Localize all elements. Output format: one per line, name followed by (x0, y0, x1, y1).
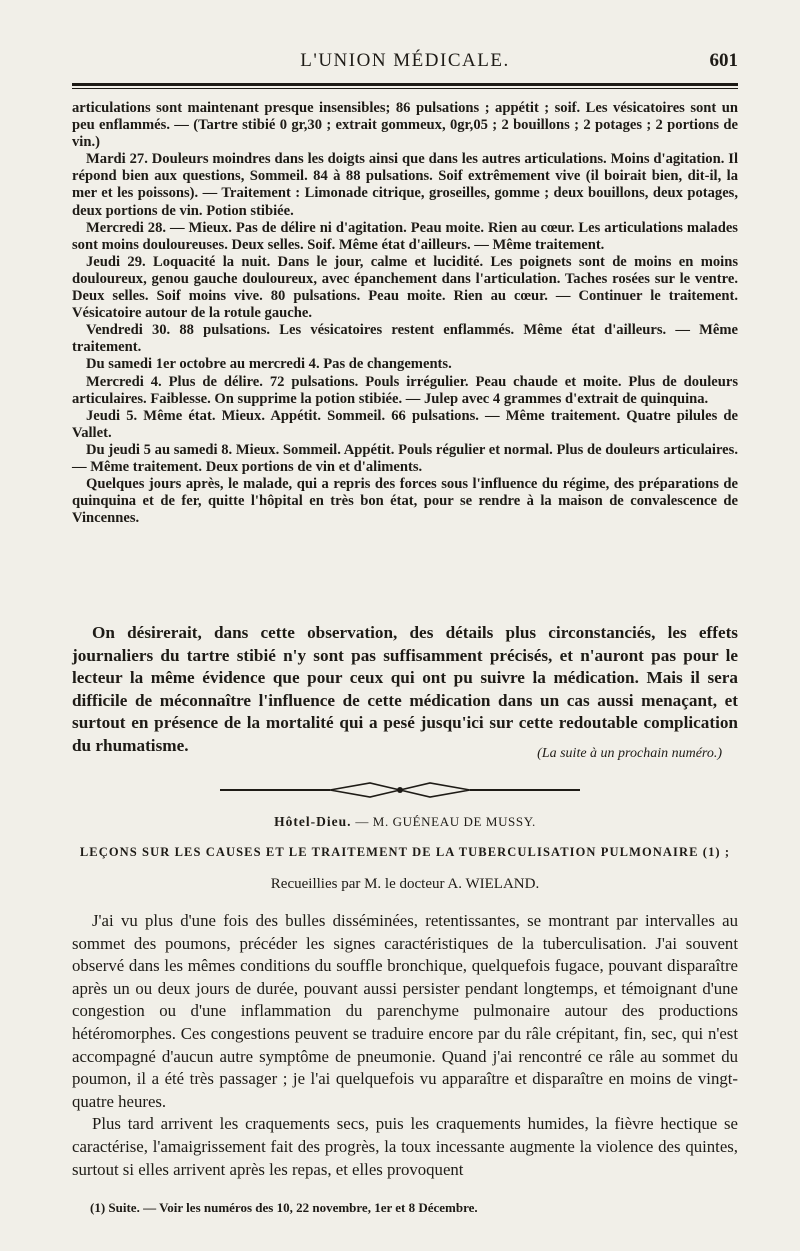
lecture-paragraph: J'ai vu plus d'une fois des bulles disséminées, retentissantes, se montrant par intervalles au sommet des poumons, précéder les signes caractéristiques de la tuberculisation. J'ai souvent observé dans les mêmes conditions du souffle bronchique, quelquefois fugace, pouvant disparaître après un ou deux jours de durée, pouvant aussi persister pendant longtemps, et témoignant d'une congestion ou d'une inflammation du parenchyme pulmonaire autour des productions hétéromorphes. Ces congestions peuvent se traduire encore par du râle crépitant, fin, sec, qui n'est accompagné d'aucun autre symptôme de pneumonie. Quand j'ai rencontré ce râle au sommet du poumon, il a été très passager ; je l'ai quelquefois vu apparaître et disparaître en moins de vingt-quatre heures. (72, 911, 738, 1111)
page-number: 601 (709, 50, 738, 71)
lecture-body (72, 910, 738, 1181)
collected-by: Recueillies par M. le docteur A. WIELAND. (270, 876, 540, 892)
case-note: Du samedi 1er octobre au mercredi 4. Pas de changements. (86, 356, 452, 373)
commentary-paragraph: On désirerait, dans cette observation, des détails plus circonstanciés, les effets journaliers du tartre stibié n'y sont pas suffisamment précisés, et n'auront pas pour le lecteur la même évidence que pour ceux qui ont pu suivre la médication. Mais il sera difficile de méconnaître l'influence de cette médication dans un cas aussi menaçant, et surtout en présence de la mortalité qui a pesé jusqu'ici sur cette redoutable complication du rhumatisme. (72, 623, 738, 755)
footnote: (1) Suite. — Voir les numéros des 10, 22 novembre, 1er et 8 Décembre. (90, 1200, 478, 1215)
case-note: Jeudi 5. Même état. Mieux. Appétit. Sommeil. 66 pulsations. — Même traitement. Quatre pilules de Vallet. (72, 407, 738, 441)
case-note: Jeudi 29. Loquacité la nuit. Dans le jour, calme et lucidité. Les poignets sont de moins en moins douloureux, genou gauche douloureux, avec épanchement dans l'articulation. Taches rosées sur le ventre. Deux selles. Soif moins vive. 80 pulsations. Peau moite. Rien au cœur. — Continuer le traitement. Vésicatoire autour de la rotule gauche. (72, 253, 738, 322)
case-note: Du jeudi 5 au samedi 8. Mieux. Sommeil. Appétit. Pouls régulier et normal. Plus de douleurs articulaires. — Même traitement. Deux portions de vin et d'aliments. (72, 441, 738, 475)
case-note: Mardi 27. Douleurs moindres dans les doigts ainsi que dans les autres articulations. Moins d'agitation. Il répond bien aux questions, Sommeil. 84 à 88 pulsations. Soif extrêmement vive (il boirait bien, dit-il, la mer et les poissons). — Traitement : Limonade citrique, groseilles, gomme ; deux bouillons, deux potages, deux portions de vin. Potion stibiée. (72, 151, 738, 219)
case-note: Mercredi 4. Plus de délire. 72 pulsations. Pouls irrégulier. Peau chaude et moite. Plus de douleurs articulaires. Faiblesse. On supprime la potion stibiée. — Julep avec 4 grammes d'extrait de quinquina. (72, 373, 738, 407)
journal-title: L'UNION MÉDICALE. (300, 50, 510, 71)
case-note: Mercredi 28. — Mieux. Pas de délire ni d'agitation. Peau moite. Rien au cœur. Les articulations malades sont moins douloureuses. Deux selles. Soif. Même état d'ailleurs. — Même traitement. (72, 219, 738, 253)
case-notes (72, 100, 738, 527)
case-note: articulations sont maintenant presque insensibles; 86 pulsations ; appétit ; soif. Les vésicatoires sont un peu enflammés. — (Tartre stibié 0 gr,30 ; extrait gommeux, 0gr,05 ; 2 bouillons ; 2 potages ; 2 portions de vin.) (72, 100, 738, 151)
ornament-divider (220, 778, 580, 802)
continuation-note: (La suite à un prochain numéro.) (537, 746, 722, 761)
section-header (72, 814, 738, 830)
section-separator: — M. (351, 814, 393, 829)
case-note: Quelques jours après, le malade, qui a repris des forces sous l'influence du régime, des préparations de quinquina et de fer, quitte l'hôpital en très bon état, pour se rendre à la maison de convalescence de Vincennes. (72, 476, 738, 527)
lecture-title: LEÇONS SUR LES CAUSES ET LE TRAITEMENT DE LA TUBERCULISATION PULMONAIRE (1) ; (79, 845, 731, 859)
case-note: Vendredi 30. 88 pulsations. Les vésicatoires restent enflammés. Même état d'ailleurs. — Même traitement. (72, 322, 738, 356)
hospital-name: Hôtel-Dieu. (274, 814, 352, 829)
header-rule (72, 83, 738, 89)
lecture-paragraph: Plus tard arrivent les craquements secs, puis les craquements humides, la fièvre hectique se caractérise, l'amaigrissement fait des progrès, la toux incessante augmente la violence des quintes, surtout si elles arrivent après les repas, et elles provoquent (72, 1114, 738, 1179)
running-head (72, 50, 738, 76)
commentary (72, 622, 738, 758)
author-name: GUÉNEAU DE MUSSY. (392, 814, 536, 829)
